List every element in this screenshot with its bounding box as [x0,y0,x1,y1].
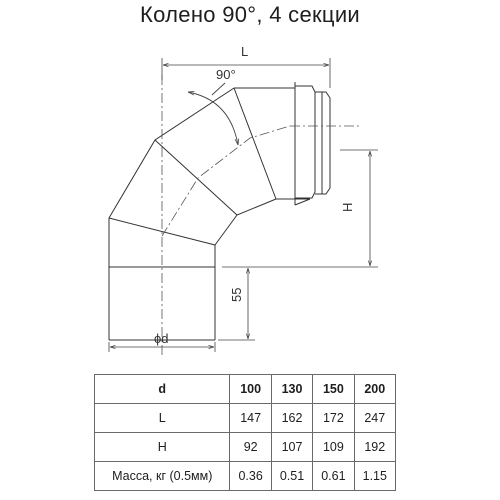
table-row [95,462,396,491]
table-header-label: d [95,375,230,404]
elbow-outline [109,82,330,340]
table-cell: 192 [354,433,395,462]
table-header-row [95,375,396,404]
dim-H-label: H [340,202,355,212]
dimension-L [162,58,330,88]
row-label: Масса, кг (0.5мм) [95,462,230,491]
angle-annotation [188,83,238,145]
table-cell: 0.36 [230,462,271,491]
dimensions-table [94,374,396,491]
table-cell: 247 [354,404,395,433]
table-cell: 172 [313,404,354,433]
table-cell: 162 [271,404,312,433]
table-cell: 92 [230,433,271,462]
dim-d-label: ϕd [154,331,169,346]
table-cell: 109 [313,433,354,462]
table-row [95,404,396,433]
table-header-cell: 100 [230,375,271,404]
table-cell: 0.51 [271,462,312,491]
row-label: L [95,404,230,433]
table-cell: 0.61 [313,462,354,491]
dimension-55 [218,268,255,340]
table-row [95,433,396,462]
angle-label: 90° [216,67,236,82]
table-cell: 1.15 [354,462,395,491]
table-cell: 107 [271,433,312,462]
dim-L-label: L [241,44,249,59]
table-header-cell: 200 [354,375,395,404]
page-title: Колено 90°, 4 секции [139,2,361,27]
dim-55-label: 55 [229,287,244,302]
table-header-cell: 150 [313,375,354,404]
table-header-cell: 130 [271,375,312,404]
table-cell: 147 [230,404,271,433]
row-label: H [95,433,230,462]
